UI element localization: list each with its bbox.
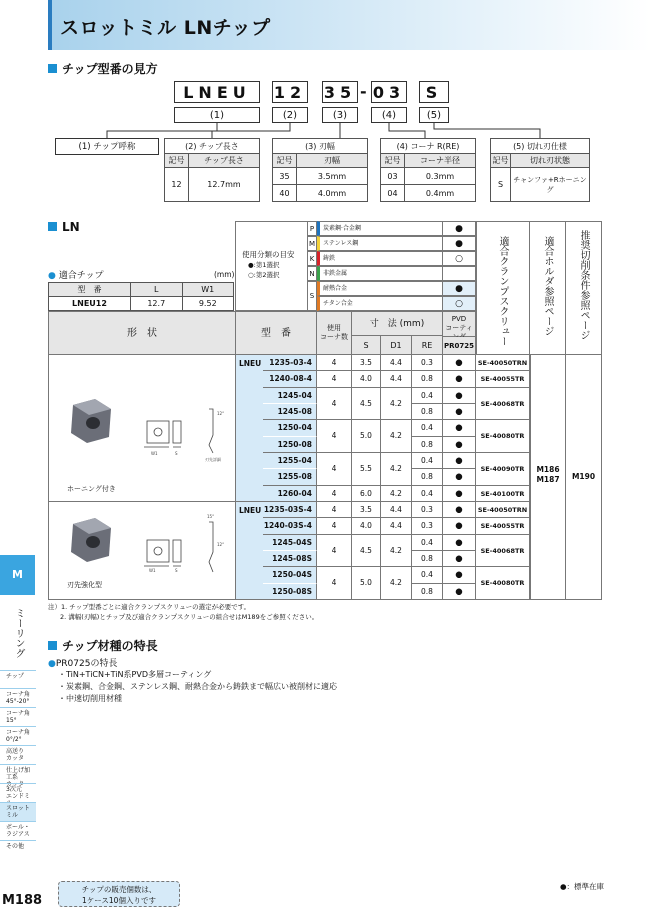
- cell-d: 4.2: [381, 420, 412, 453]
- cell-stock: ●: [443, 486, 476, 502]
- svg-text:刃先詳細: 刃先詳細: [205, 457, 221, 462]
- side-tab-m[interactable]: M: [0, 555, 35, 595]
- side-tab-title: ミーリング: [13, 607, 24, 658]
- cell-stock: ●: [443, 420, 476, 436]
- cell-s: 5.0: [352, 567, 381, 600]
- cell-re: 0.3: [412, 355, 443, 371]
- cell-d: 4.4: [381, 502, 412, 518]
- cell-re: 0.4: [412, 567, 443, 583]
- side-nav-item[interactable]: コーナ角 15°: [0, 707, 36, 726]
- square-bullet-icon: [48, 64, 57, 73]
- caption-reinforced: 刃先強化型: [67, 581, 102, 589]
- cell-stock: ●: [443, 437, 476, 453]
- cell-clamp-screw: SE-40055TR: [476, 371, 530, 387]
- svg-text:15°: 15°: [207, 514, 215, 519]
- cell-s: 3.5: [352, 355, 381, 371]
- cell-clamp-screw: SE-40080TR: [476, 567, 530, 600]
- shape-cell-reinforced: [48, 502, 235, 600]
- code-num-5: (5): [419, 107, 449, 123]
- cell-re: 0.8: [412, 551, 443, 567]
- cell-s: 4.0: [352, 371, 381, 387]
- usage-guide: 使用分類の目安 ●:第1選択 ○:第2選択: [235, 221, 307, 311]
- model-prefix: LNEU: [235, 502, 263, 600]
- svg-text:12°: 12°: [217, 411, 225, 416]
- cell-s: 3.5: [352, 502, 381, 518]
- code-num-1: (1): [174, 107, 260, 123]
- cell-model: 1255-04: [263, 453, 317, 469]
- material-mark: ○: [443, 251, 476, 266]
- code-num-2: (2): [272, 107, 308, 123]
- cell-re: 0.4: [412, 486, 443, 502]
- code-dash: -: [360, 82, 367, 101]
- model-header: 型 番: [235, 311, 317, 355]
- cell-c: 4: [317, 355, 352, 371]
- chip-photo-reinforced: [69, 514, 113, 564]
- cell-re: 0.4: [412, 388, 443, 404]
- cell-stock: ●: [443, 371, 476, 387]
- material-mark: ●: [443, 236, 476, 251]
- material-mark: ○: [443, 296, 476, 311]
- cell-d: 4.4: [381, 518, 412, 534]
- holder-page-header: 適合ホルダ参照ページ: [530, 221, 566, 355]
- cell-c: 4: [317, 567, 352, 600]
- shape-header: 形 状: [48, 311, 235, 355]
- section-heading-code: チップ型番の見方: [48, 60, 158, 77]
- svg-text:W1: W1: [151, 451, 158, 456]
- cond-page-value: M190: [566, 355, 602, 600]
- material-code: S: [307, 281, 317, 311]
- holder-page-value: M186 M187: [530, 355, 566, 600]
- cell-d: 4.2: [381, 486, 412, 502]
- cell-d: 4.4: [381, 355, 412, 371]
- cutting-cond-header: 推奨切削条件参照ページ: [566, 221, 602, 355]
- cell-re: 0.4: [412, 535, 443, 551]
- code-num-3: (3): [322, 107, 358, 123]
- cell-s: 6.0: [352, 486, 381, 502]
- cell-model: 1245-04S: [263, 535, 317, 551]
- cell-model: 1250-04: [263, 420, 317, 436]
- applicable-chip-table: 型 番 L W1 LNEU12 12.7 9.52: [48, 282, 234, 311]
- page-header: [48, 0, 650, 50]
- side-nav-item[interactable]: チップ: [0, 670, 36, 688]
- cell-re: 0.8: [412, 437, 443, 453]
- svg-text:W1: W1: [149, 568, 156, 573]
- cell-d: 4.4: [381, 371, 412, 387]
- material-row: [307, 251, 476, 266]
- stock-legend: ●：標準在庫: [560, 882, 605, 891]
- material-mark: ●: [443, 281, 476, 296]
- cell-stock: ●: [443, 453, 476, 469]
- material-name: 鋳鉄: [317, 251, 443, 266]
- applicable-chip-label: ● 適合チップ: [48, 271, 104, 281]
- cell-d: 4.2: [381, 388, 412, 421]
- material-row: [307, 221, 476, 236]
- cell-c: 4: [317, 518, 352, 534]
- cell-model: 1245-08: [263, 404, 317, 420]
- section-heading-ln: LN: [48, 220, 80, 234]
- cell-re: 0.8: [412, 371, 443, 387]
- side-nav-item[interactable]: コーナ角 0°/2°: [0, 726, 36, 745]
- legend-edge-table: (5) 切れ刃仕様 記号 切れ刃状態 S チャンファ+Rホーニング: [490, 138, 590, 202]
- cell-clamp-screw: SE-40068TR: [476, 535, 530, 568]
- svg-text:12°: 12°: [217, 542, 225, 547]
- model-prefix: LNEU: [235, 355, 263, 502]
- code-length-box: 12: [273, 83, 307, 102]
- dim-s-header: S: [352, 336, 381, 355]
- svg-text:S: S: [175, 568, 178, 573]
- cell-clamp-screw: SE-40090TR: [476, 453, 530, 486]
- side-nav-item[interactable]: 仕上げ加工系 カッタ: [0, 764, 36, 783]
- cell-d: 4.2: [381, 535, 412, 568]
- corners-header: 使用 コーナ数: [317, 311, 352, 355]
- material-code: P: [307, 221, 317, 236]
- cell-model: 1240-03S-4: [263, 518, 317, 534]
- cell-d: 4.2: [381, 567, 412, 600]
- code-prefix-box: LNEU: [174, 81, 260, 103]
- svg-text:S: S: [175, 451, 178, 456]
- cell-stock: ●: [443, 518, 476, 534]
- cell-stock: ●: [443, 388, 476, 404]
- cell-stock: ●: [443, 584, 476, 600]
- square-bullet-icon: [48, 641, 57, 650]
- side-nav-item[interactable]: 3次元 エンドミ: [0, 783, 36, 802]
- cell-s: 4.0: [352, 518, 381, 534]
- cell-model: 1235-03S-4: [263, 502, 317, 518]
- side-nav-item[interactable]: 高送り カッタ: [0, 745, 36, 764]
- cell-model: 1250-08S: [263, 584, 317, 600]
- cell-clamp-screw: SE-40050TRN: [476, 502, 530, 518]
- cell-c: 4: [317, 388, 352, 421]
- legend-length-table: (2) チップ長さ 記号 チップ長さ 12 12.7mm: [164, 138, 260, 202]
- dim-re-header: RE: [412, 336, 443, 355]
- cell-d: 4.2: [381, 453, 412, 486]
- cell-clamp-screw: SE-40100TR: [476, 486, 530, 502]
- cell-c: 4: [317, 486, 352, 502]
- code-num-4: (4): [371, 107, 407, 123]
- chip-drawing-reinforced: [139, 512, 229, 582]
- material-row: [307, 236, 476, 251]
- material-name: 非鉄金属: [317, 266, 443, 281]
- material-mark: ●: [443, 221, 476, 236]
- grade-header: PR0725: [443, 337, 476, 355]
- material-name: ステンレス鋼: [317, 236, 443, 251]
- cell-clamp-screw: SE-40080TR: [476, 420, 530, 453]
- material-row: [307, 266, 476, 281]
- side-nav-item[interactable]: その他: [0, 840, 36, 858]
- cell-model: 1245-04: [263, 388, 317, 404]
- legend-width-table: (3) 刃幅 記号 刃幅 35 3.5mm 40 4.0mm: [272, 138, 368, 202]
- material-name: チタン合金: [317, 296, 443, 311]
- cell-stock: ●: [443, 551, 476, 567]
- shape-cell-honing: [48, 355, 235, 502]
- cell-model: 1255-08: [263, 469, 317, 485]
- square-bullet-icon: [48, 222, 57, 231]
- circle-bullet-icon: ●: [48, 271, 56, 281]
- code-width-box: 35: [323, 83, 357, 102]
- material-code: N: [307, 266, 317, 281]
- side-nav-item[interactable]: スロット ミル: [0, 802, 36, 821]
- grade-features: ・TiN+TiCN+TiN系PVD多層コーティング ・炭素鋼、合金鋼、ステンレス鋼、耐熱合金から鋳鉄まで幅広い被削材に適応 ・中速切削用材種: [58, 670, 337, 703]
- code-edge-box: S: [419, 81, 449, 103]
- page-number: M188: [2, 893, 43, 908]
- applicable-unit: (mm): [214, 270, 235, 279]
- cell-c: 4: [317, 371, 352, 387]
- cell-model: 1235-03-4: [263, 355, 317, 371]
- material-mark: [443, 266, 476, 281]
- material-name: 耐熱合金: [317, 281, 443, 296]
- cell-model: 1250-08: [263, 437, 317, 453]
- cell-re: 0.3: [412, 502, 443, 518]
- cell-s: 5.5: [352, 453, 381, 486]
- sales-note: チップの販売個数は、 1ケース10個入りです: [58, 881, 180, 907]
- cell-model: 1245-08S: [263, 551, 317, 567]
- material-classification: [307, 221, 476, 311]
- cell-stock: ●: [443, 535, 476, 551]
- cell-re: 0.4: [412, 420, 443, 436]
- cell-c: 4: [317, 502, 352, 518]
- cell-model: 1240-08-4: [263, 371, 317, 387]
- cell-re: 0.8: [412, 404, 443, 420]
- cell-model: 1260-04: [263, 486, 317, 502]
- cell-model: 1250-04S: [263, 567, 317, 583]
- circle-bullet-icon: ●: [48, 659, 56, 669]
- cell-s: 4.5: [352, 388, 381, 421]
- cell-re: 0.8: [412, 469, 443, 485]
- section-heading-grade: チップ材種の特長: [48, 637, 158, 654]
- cell-stock: ●: [443, 404, 476, 420]
- dim-d1-header: D1: [381, 336, 412, 355]
- dims-header: 寸 法 (mm): [352, 311, 443, 336]
- cell-clamp-screw: SE-40068TR: [476, 388, 530, 421]
- material-code: K: [307, 251, 317, 266]
- cell-stock: ●: [443, 502, 476, 518]
- connector-lines: [0, 123, 650, 139]
- material-code: M: [307, 236, 317, 251]
- cell-re: 0.8: [412, 584, 443, 600]
- material-name: 炭素鋼·合金鋼: [317, 221, 443, 236]
- side-nav-item[interactable]: ボール・ ラジアス: [0, 821, 36, 840]
- page-title: スロットミル LNチップ: [60, 17, 271, 39]
- cell-c: 4: [317, 453, 352, 486]
- cell-clamp-screw: SE-40055TR: [476, 518, 530, 534]
- clamp-screw-header: 適合クランプスクリュー: [476, 221, 530, 355]
- side-nav-item[interactable]: コーナ角 45°-20°: [0, 688, 36, 707]
- cell-stock: ●: [443, 355, 476, 371]
- cell-c: 4: [317, 535, 352, 568]
- legend-corner-table: (4) コーナ R(RE) 記号 コーナ半径 03 0.3mm 04 0.4mm: [380, 138, 476, 202]
- legend-chip-name: (1) チップ呼称: [55, 138, 159, 155]
- cell-clamp-screw: SE-40050TRN: [476, 355, 530, 371]
- grade-sub: ●PR0725の特長: [48, 659, 118, 669]
- material-row: [307, 296, 476, 311]
- material-row: [307, 281, 476, 300]
- pvd-header: PVD コーティ: [443, 311, 476, 337]
- chip-photo-honing: [69, 395, 113, 445]
- cell-re: 0.3: [412, 518, 443, 534]
- notes: 注）1. チップ型番ごとに適合クランプスクリューの選定が必要です。 2. 溝幅(刃幅)とチップ及び適合クランプスクリューの組合せはM189をご参照ください。: [48, 603, 319, 621]
- cell-s: 4.5: [352, 535, 381, 568]
- cell-stock: ●: [443, 567, 476, 583]
- cell-re: 0.4: [412, 453, 443, 469]
- cell-s: 5.0: [352, 420, 381, 453]
- code-corner-box: 03: [372, 83, 406, 102]
- cell-c: 4: [317, 420, 352, 453]
- chip-drawing-honing: [139, 405, 229, 465]
- caption-honing: ホーニング付き: [67, 485, 116, 493]
- cell-stock: ●: [443, 469, 476, 485]
